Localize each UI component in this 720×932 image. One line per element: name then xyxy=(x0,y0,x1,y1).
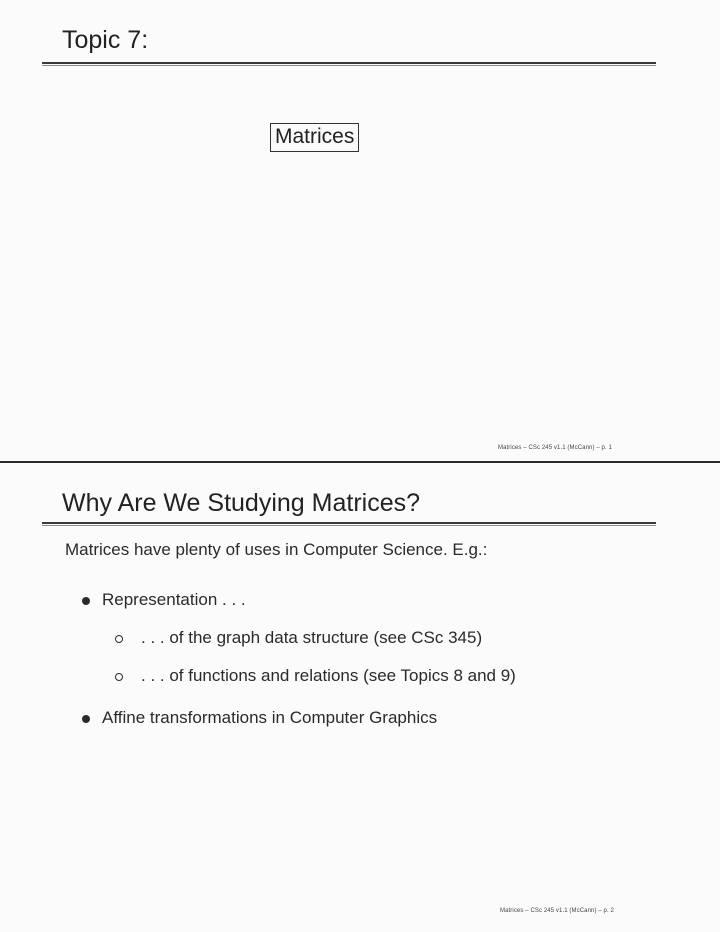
slide-2 xyxy=(0,465,720,932)
slide-1-boxed-title: Matrices xyxy=(270,123,359,152)
bullet-dot-icon xyxy=(82,597,90,605)
bullet-dot-icon xyxy=(82,715,90,723)
slide-2-title: Why Are We Studying Matrices? xyxy=(62,489,421,517)
sub-bullet-text: . . . of functions and relations (see Topics 8 and 9) xyxy=(141,666,516,685)
slide-1-title-rule-thin xyxy=(42,65,656,66)
sub-bullet-item xyxy=(115,666,516,686)
sub-bullet-text: . . . of the graph data structure (see CSc 345) xyxy=(141,628,483,647)
sub-bullet-item xyxy=(115,628,482,648)
slide-1-footer: Matrices – CSc 245 v1.1 (McCann) – p. 1 xyxy=(498,445,612,451)
slide-2-title-rule-thin xyxy=(42,525,656,526)
bullet-item xyxy=(82,708,437,728)
bullet-circle-icon xyxy=(115,635,123,643)
slide-divider xyxy=(0,461,720,463)
bullet-circle-icon xyxy=(115,673,123,681)
slide-2-footer: Matrices – CSc 245 v1.1 (McCann) – p. 2 xyxy=(500,908,614,914)
slide-2-intro: Matrices have plenty of uses in Computer Science. E.g.: xyxy=(65,540,488,559)
bullet-text: Affine transformations in Computer Graphics xyxy=(102,708,438,727)
bullet-item xyxy=(82,590,246,610)
slide-2-title-rule xyxy=(42,522,656,524)
slide-1-title: Topic 7: xyxy=(62,26,149,54)
slide-1-title-rule xyxy=(42,62,656,64)
bullet-text: Representation . . . xyxy=(102,590,246,609)
slide-1 xyxy=(0,0,720,462)
